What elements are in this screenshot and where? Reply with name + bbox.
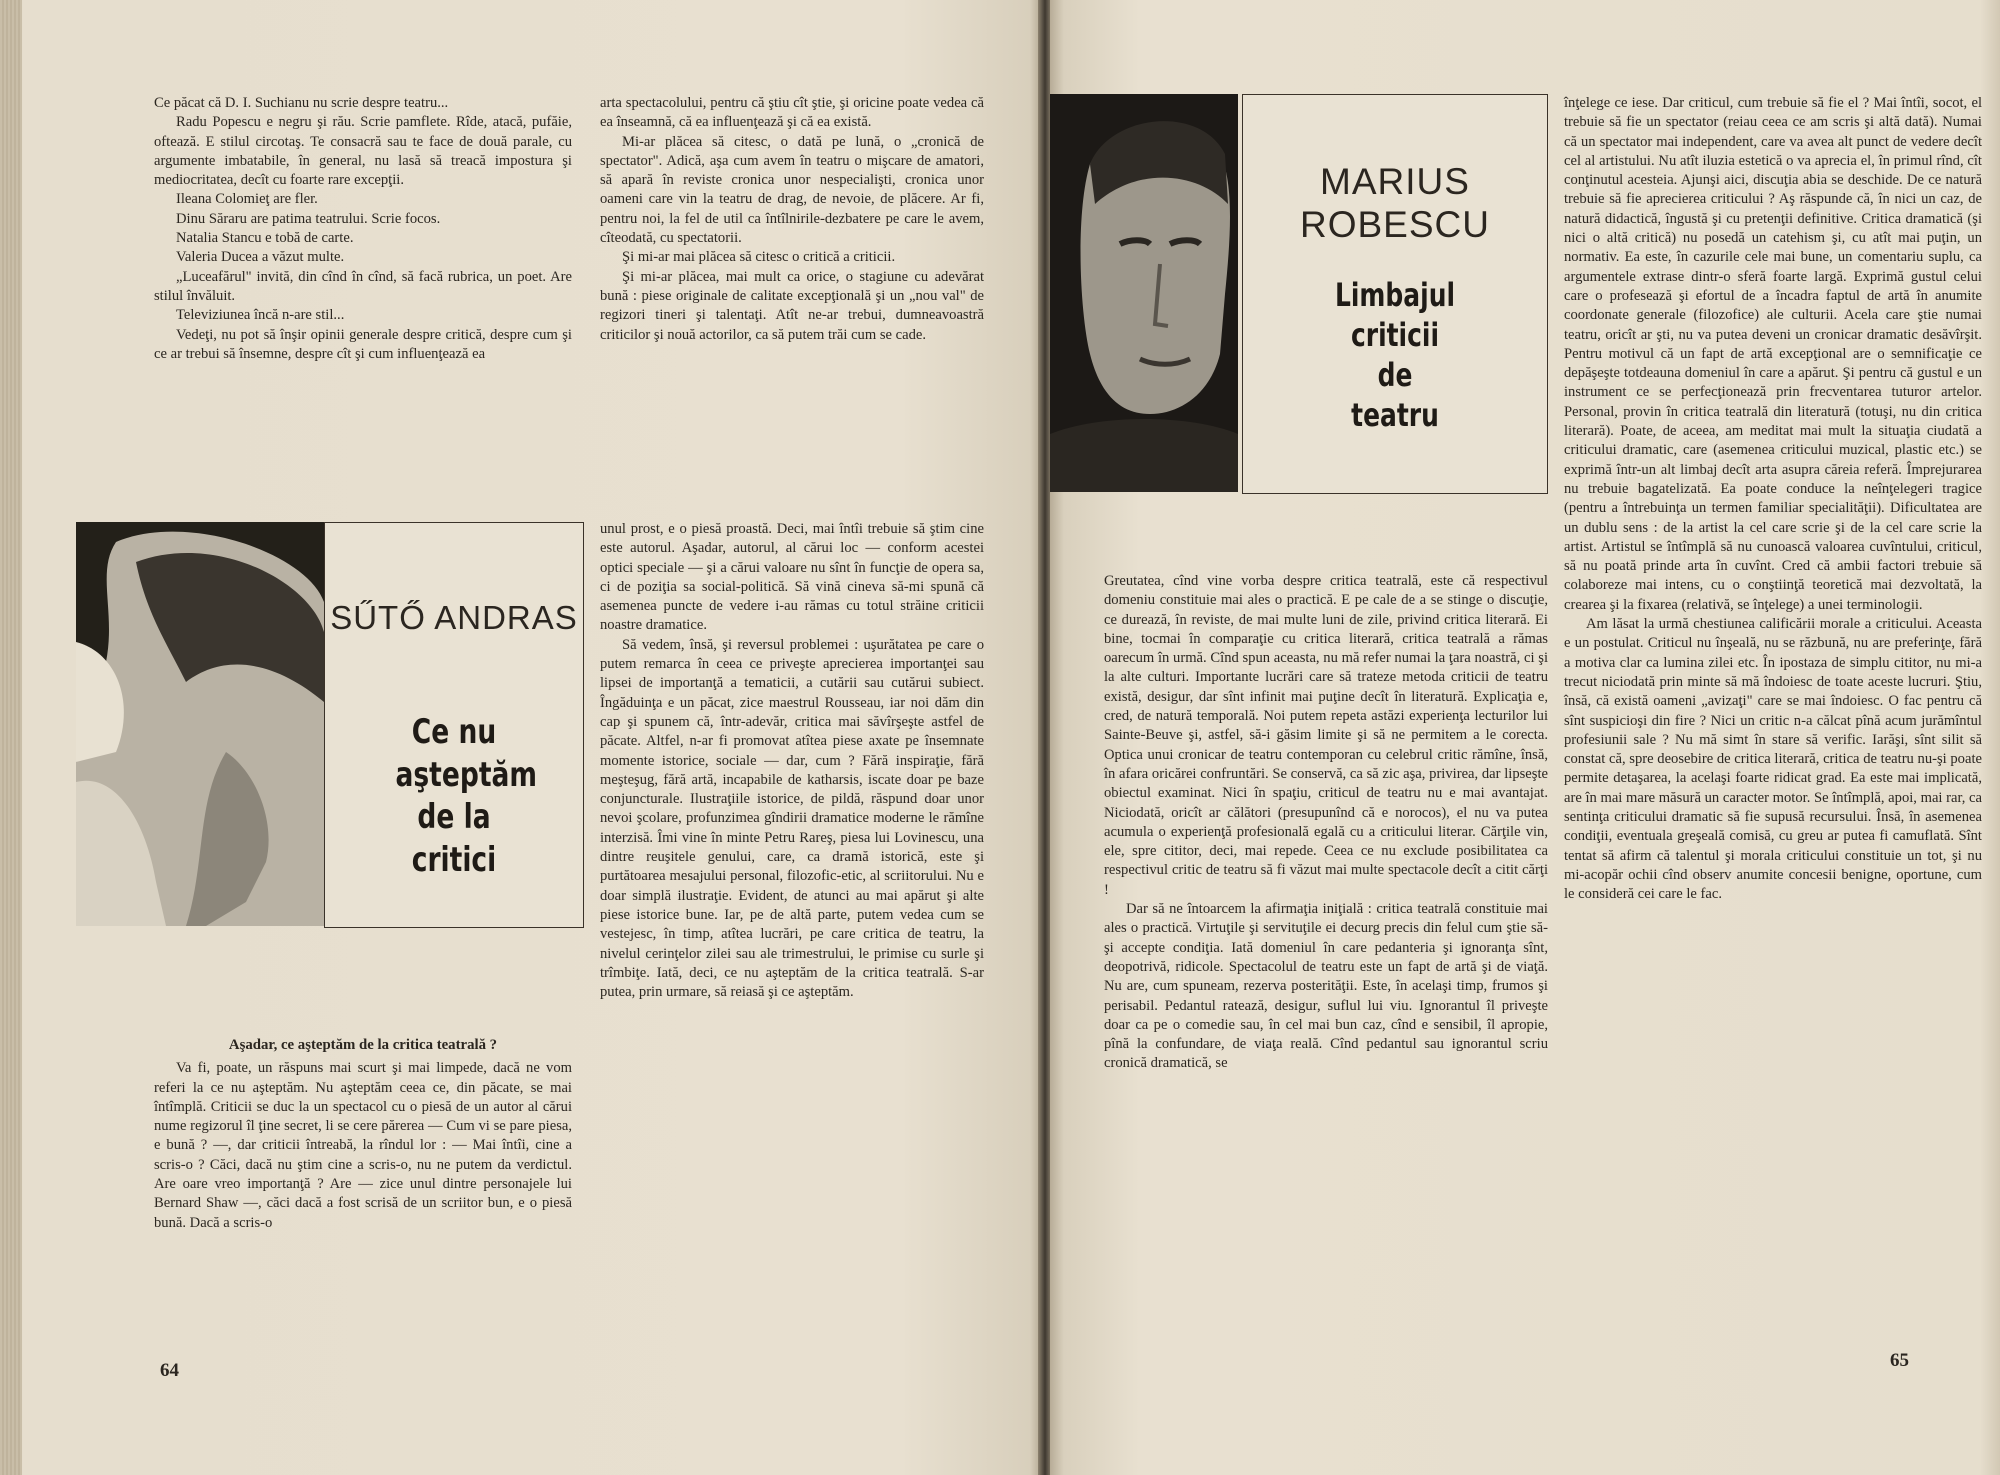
paragraph: Dar să ne întoarcem la afirmaţia iniţială : critica teatrală constituie mai ales o practică. Virtuţile şi servituţile ei decurg precis din felul cum ştie să-şi accepte condiţia. Iată domeniul în care pedanteria şi ignoranţa sînt, deopotrivă, ridicole. Spectacolul de teatru este un fapt de artă şi de viaţă. Nu are, cum spuneam, rezerva posterităţii. Este, în acelaşi timp, frumos şi perisabil. Pedantul ratează, desigur, suflul lui viu. Ignorantul îl priveşte doar ca pe o comedie sau, în cel mai bun caz, cînd e sensibil, îl apropie, pînă la confundare, de viaţa reală. Cînd pedantul sau ignorantul scriu cronică dramatică, se: [1104, 901, 1548, 1072]
paragraph: Va fi, poate, un răspuns mai scurt şi mai limpede, dacă ne vom referi la ce nu aşteptăm. Nu aşteptăm ceea ce, din păcate, se mai întîmplă. Criticii se duc la un spectacol cu o piesă de un autor al cărui nume regizorul îl ţine secret, li se cere părerea — Cum vi se pare piesa, e bună ? —, dar criticii întreabă, la rîndul lor : — Mai întîi, cine a scris-o ? Căci, dacă nu ştim cine a scris-o, nu ne putem da verdictul. Are oare vreo importanţă ? Are — zice unul dintre personajele lui Bernard Shaw —, căci dacă a fost scrisă de un scriitor bun, e o piesă bună. Dacă a scris-o: [154, 1060, 572, 1231]
paragraph: Am lăsat la urmă chestiunea calificării morale a criticului. Aceasta e un postulat. Criticul nu înşeală, nu se răzbună, nu are preferinţe, fără a motiva clar ca lumina zilei etc. În ipostaza de simplu cititor, nu mi-a trecut niciodată prin minte să mă îndoiesc de toate aceste lucruri. Ştiu, însă, că există oameni „avizaţi" care se mai îndoiesc. O fac pentru că sînt suspicioşi din fire ? Nici un critic n-a călcat pînă acum jurămîntul profesiunii sale ? Nu mă simt în stare să verific. Iarăşi, sînt silit să constat că, spre deosebire de critica literară, critica de teatru nu-şi poate permite detaşarea, la acelaşi foarte ridicat grad. Ea este mai implicată, are în mai mare măsură un caracter motor. Se întîmplă, apoi, mai rar, ca sentinţa criticului dramatic să fie supusă recursului. Însă, în asemenea condiţii, eventuala greşeală comisă, cu greu ar putea fi camuflată. Sînt tentat să afirm că talentul şi morala criticului constituie un tot, şi nu mi-acopăr ochii cînd observ anumite concesii benigne, oportune, cum le consideră cei care le fac.: [1564, 616, 1983, 903]
paragraph: unul prost, e o piesă proastă. Deci, mai întîi trebuie să ştim cine este autorul. Aşadar, autorul, al cărui loc — conform acestei optici speciale — şi a cărui valoare nu sînt în funcţie de opera sa, ci de poziţia sa social-politică. Să vină cineva să-mi spună că asemenea puncte de vedere i-au rămas cu totul străine criticii noastre dramatice.: [600, 521, 984, 634]
section-question: Aşadar, ce aşteptăm de la critica teatrală ?: [228, 1037, 498, 1053]
paragraph: Natalia Stancu e tobă de carte.: [176, 230, 354, 247]
right-col2: [1564, 94, 1982, 904]
left-col1-top: [154, 94, 572, 364]
author-photo-suto-andras: [76, 522, 324, 926]
paragraph: Vedeţi, nu pot să înşir opinii generale despre critică, despre cum şi ce ar trebui să însemne, despre cît şi cum influenţează ea: [154, 326, 572, 362]
paragraph: Şi mi-ar plăcea, mai mult ca orice, o stagiune cu adevărat bună : piese originale de calitate excepţională şi un „nou val" de regizori tineri şi talentaţi. Atît ne-ar trebui, dumneavoastră criticilor şi nouă actorilor, ca să putem trăi cum se cade.: [600, 268, 984, 343]
page-number: 65: [1890, 1350, 1909, 1371]
paragraph: „Luceafărul" invită, din cînd în cînd, să facă rubrica, un poet. Are stilul învăluit.: [154, 268, 572, 304]
paragraph: înţelege ce iese. Dar criticul, cum trebuie să fie el ? Mai întîi, socot, el trebuie să fie un spectator (reiau ceea ce am scris şi altă dată). Numai că un spectator mai independent, care va avea alt punct de vedere decît cel al artistului. Nu atît iluzia estetică o va aprecia el, în primul rînd, cît conţinutul acesteia. Ajunşi aici, discuţia abia se deschide. De ce natură trebuie să fie aprecierea criticului ? Aş răspunde că, în nici un caz, de natură didactică, îngustă şi cu pretenţii definitive. Critica dramatică (şi nici o altă critică) nu posedă un catehism şi, cu atît mai puţin, un normativ. Ea este, în cazurile cele mai bune, un comentariu suplu, ca argumentele extrase dintr-o sferă foarte largă. Exprimă gustul celui care o profesează şi efortul de a încadra faptul de artă în anumite coordonate generale (filozofice) ale culturii. Acela care ştie numai teatru, oricît ar şti, nu va putea deveni un cronicar dramatic desăvîrşit. Pentru motivul că un fapt de artă excepţional are o semnificaţie ce depăşeşte totdeauna domeniul în care a apărut. Şi pentru că gustul e un instrument ce se perfecţionează prin frecventarea tuturor artelor. Personal, provin în critica teatrală din literatură (totuşi, nu din critica literară). Poate, de aceea, am meditat mai mult la situaţia ciudată a criticului dramatic, care (asemenea criticului muzical, plastic etc.) se exprimă într-un alt limbaj decît arta asupra căreia referă. Împrejurarea nu trebuie bagatelizată. Ea poate conduce la neînţelegeri tragice (pentru a întrebuinţa un termen familiar specialităţii). Dificultatea are un dublu sens : de la artist la cel care scrie şi de la cel care scrie la artist. Artistul se întîmplă să nu cunoască valoarea cuvîntului, criticul, să nu poată prinde arta în cuvînt. Cred că ambii factori trebuie să colaboreze mai intens, cu o conştiinţă teoretică mai dezvoltată, la crearea şi la fixarea (relativă, se înţelege) a unei terminologii.: [1564, 95, 1982, 613]
paragraph: Televiziunea încă n-are stil...: [176, 307, 345, 324]
page-edge: [0, 0, 22, 1475]
paragraph: Greutatea, cînd vine vorba despre critica teatrală, este că respectivul domeniu constituie mai ales o practică. E pe cale de a se stinge o discuţie, ce durează, în reviste, de mai multe luni de zile, privind critica literară. Ei bine, tocmai în comparaţie cu critica literară, critica teatrală a rămas oarecum în urmă. Cînd spun aceasta, nu mă refer numai la ţara noastră, ci şi la alte culturi. Importante lucrări care să trateze metoda criticii de teatru există, desigur, dar sînt infinit mai puţine decît în literatură. Explicaţia e, cred, de natură temporală. Noi putem repeta astăzi experienţa lecturilor lui Sainte-Beuve şi, astfel, să-i găsim limite şi să ne permitem a le corecta. Optica unui cronicar de teatru contemporan cu celebrul critic rămîne, însă, în afara oricărei confruntări. Se conservă, ca să zic aşa, privirea, dar lipseşte obiectul examinat. Nici în spaţiu, criticul de teatru nu e mai avantajat. Niciodată, oricît ar călători (presupunînd că e norocos), el nu va putea acumula o experienţă profesională egală cu a criticului literar. Cărţile vin, ele, spre cititor, deci, mai repede. Ceea ce nu exclude posibilitatea ca respectivul critic de teatru să fi văzut mai multe spectacole decît a citit cărţi !: [1104, 573, 1548, 898]
left-col1-bottom: [154, 1036, 572, 1233]
paragraph: Mi-ar plăcea să citesc, o dată pe lună, o „cronică de spectator". Adică, aşa cum avem în teatru o mişcare de amatori, să apară în reviste cronica unor nespecialişti, cronica unor oameni care vin la teatru de drag, de nevoie, de plăcere. Ar fi, pentru noi, la fel de util ca întîlnirile-dezbatere pe care le avem, cîteodată, cu spectatorii.: [600, 133, 984, 247]
paragraph: Şi mi-ar mai plăcea să citesc o critică a criticii.: [622, 249, 896, 266]
paragraph: Ileana Colomieţ are fler.: [176, 191, 318, 208]
paragraph: Să vedem, însă, şi reversul problemei : uşurătatea pe care o putem remarca în ceea ce priveşte aprecierea importanţei sau lipsei de importanţă a tematicii, a cutării sau cutărui subiect. Îngăduinţa e un păcat, zice maestrul Rousseau, iar noi dăm din cap şi spunem că, într-adevăr, critica mai săvîrşeşte astfel de păcate. Altfel, n-ar fi promovat atîtea piese axate pe însemnate momente istorice, sociale — dar, cum ? Fără inspiraţie, fără meşteşug, fără artă, incapabile de katharsis, iscate doar pe baze conjuncturale. Ilustraţiile istorice, de pildă, răspund doar unor nevoi şcolare, profunzimea gîndirii dramatice moderne le rămîne interzisă. Îmi vine în minte Petru Rareş, piesa lui Lovinescu, una dintre reuşitele genului, care, ca dramă istorică, este şi purtătoarea mesajului personal, filozofic-etic, al scriitorului. Nu e doar simplă ilustraţie. Evident, de atunci au mai apărut şi alte piese istorice bune. Iar, pe de altă parte, putem vedea cum se vestejesc, în timp, atîtea lucrări, pe care critica de teatru, la nivelul cerinţelor zilei sau ale trimestrului, le primise cu surle şi trîmbiţe. Iată, deci, ce nu aşteptăm de la critica teatrală. S-ar putea, prin urmare, să reiasă şi ce aşteptăm.: [600, 636, 984, 1001]
right-page: [1050, 0, 2000, 1475]
paragraph: arta spectacolului, pentru că ştiu cît ştie, şi oricine poate vedea că ea înseamnă, că ea influenţează şi că ea există.: [600, 95, 984, 131]
paragraph: Radu Popescu e negru şi rău. Scrie pamflete. Rîde, atacă, pufăie, oftează. E stilul circotaş. Te consacră sau te face de două parale, cu argumente imbatabile, în general, nu lasă să treacă impostura şi mediocritatea, decît cu foarte rare excepţii.: [154, 114, 572, 189]
page-number: 64: [160, 1360, 179, 1381]
article-title: Limbajul criticii de teatru: [1334, 276, 1456, 434]
author-name: MARIUS ROBESCU: [1300, 161, 1490, 245]
article-title-box-left: [324, 522, 584, 928]
author-name: SŰTŐ ANDRAS: [330, 599, 578, 636]
left-col2-top: [600, 94, 984, 345]
article-title-box-right: [1242, 94, 1548, 494]
left-col2-bottom: [600, 520, 984, 1002]
paragraph: Dinu Săraru are patima teatrului. Scrie focos.: [176, 210, 441, 227]
article-title: Ce nu aşteptăm de la critici: [395, 712, 538, 880]
paragraph: Valeria Ducea a văzut multe.: [176, 249, 345, 266]
right-col1: [1104, 572, 1548, 1074]
author-photo-marius-robescu: [1050, 94, 1238, 492]
paragraph: Ce păcat că D. I. Suchianu nu scrie despre teatru...: [154, 95, 449, 111]
